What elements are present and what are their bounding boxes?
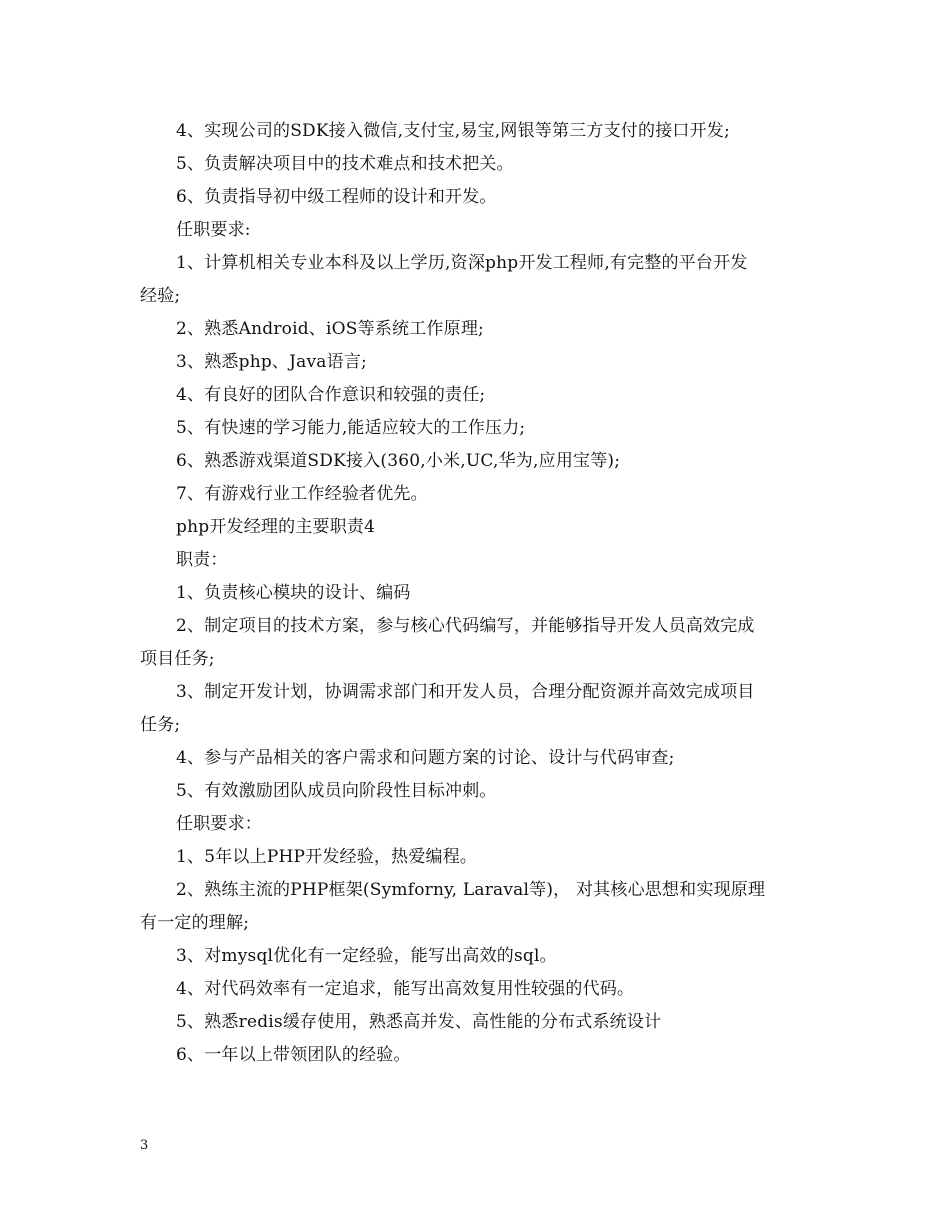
text-line: 5、熟悉redis缓存使用，熟悉高并发、高性能的分布式系统设计 xyxy=(176,1012,662,1032)
page-number: 3 xyxy=(140,1138,149,1153)
text-line: 1、计算机相关专业本科及以上学历,资深php开发工程师,有完整的平台开发 xyxy=(176,253,748,273)
section-heading: 任职要求: xyxy=(176,220,251,240)
text-line: 5、有快速的学习能力,能适应较大的工作压力; xyxy=(176,418,526,438)
text-line-continuation: 有一定的理解; xyxy=(140,913,250,933)
section-title: php开发经理的主要职责4 xyxy=(176,517,376,537)
text-line: 2、熟悉Android、iOS等系统工作原理; xyxy=(176,319,484,339)
section-heading: 任职要求： xyxy=(176,814,262,834)
text-line: 4、实现公司的SDK接入微信,支付宝,易宝,网银等第三方支付的接口开发; xyxy=(176,121,730,141)
document-body xyxy=(140,115,820,1072)
text-line: 4、有良好的团队合作意识和较强的责任; xyxy=(176,385,486,405)
text-line: 1、负责核心模块的设计、编码 xyxy=(176,583,411,603)
text-line: 2、熟练主流的PHP框架(Symforny, Laraval等)， 对其核心思想和实现原理 xyxy=(176,880,766,900)
text-line: 2、制定项目的技术方案，参与核心代码编写，并能够指导开发人员高效完成 xyxy=(176,616,755,636)
text-line: 5、负责解决项目中的技术难点和技术把关。 xyxy=(176,154,514,174)
text-line-continuation: 经验; xyxy=(140,286,181,306)
text-line-continuation: 项目任务; xyxy=(140,649,215,669)
text-line: 1、5年以上PHP开发经验，热爱编程。 xyxy=(176,847,478,867)
text-line: 7、有游戏行业工作经验者优先。 xyxy=(176,484,428,504)
text-line: 6、一年以上带领团队的经验。 xyxy=(176,1045,411,1065)
text-line-continuation: 任务; xyxy=(140,715,181,735)
text-line: 3、熟悉php、Java语言; xyxy=(176,352,367,372)
section-heading: 职责： xyxy=(176,550,228,570)
text-line: 4、对代码效率有一定追求，能写出高效复用性较强的代码。 xyxy=(176,979,635,999)
text-line: 6、负责指导初中级工程师的设计和开发。 xyxy=(176,187,497,207)
text-line: 3、对mysql优化有一定经验，能写出高效的sql。 xyxy=(176,946,557,966)
text-line: 4、参与产品相关的客户需求和问题方案的讨论、设计与代码审查; xyxy=(176,748,675,768)
text-line: 6、熟悉游戏渠道SDK接入(360,小米,UC,华为,应用宝等); xyxy=(176,451,621,471)
text-line: 5、有效激励团队成员向阶段性目标冲刺。 xyxy=(176,781,497,801)
text-line: 3、制定开发计划，协调需求部门和开发人员，合理分配资源并高效完成项目 xyxy=(176,682,755,702)
